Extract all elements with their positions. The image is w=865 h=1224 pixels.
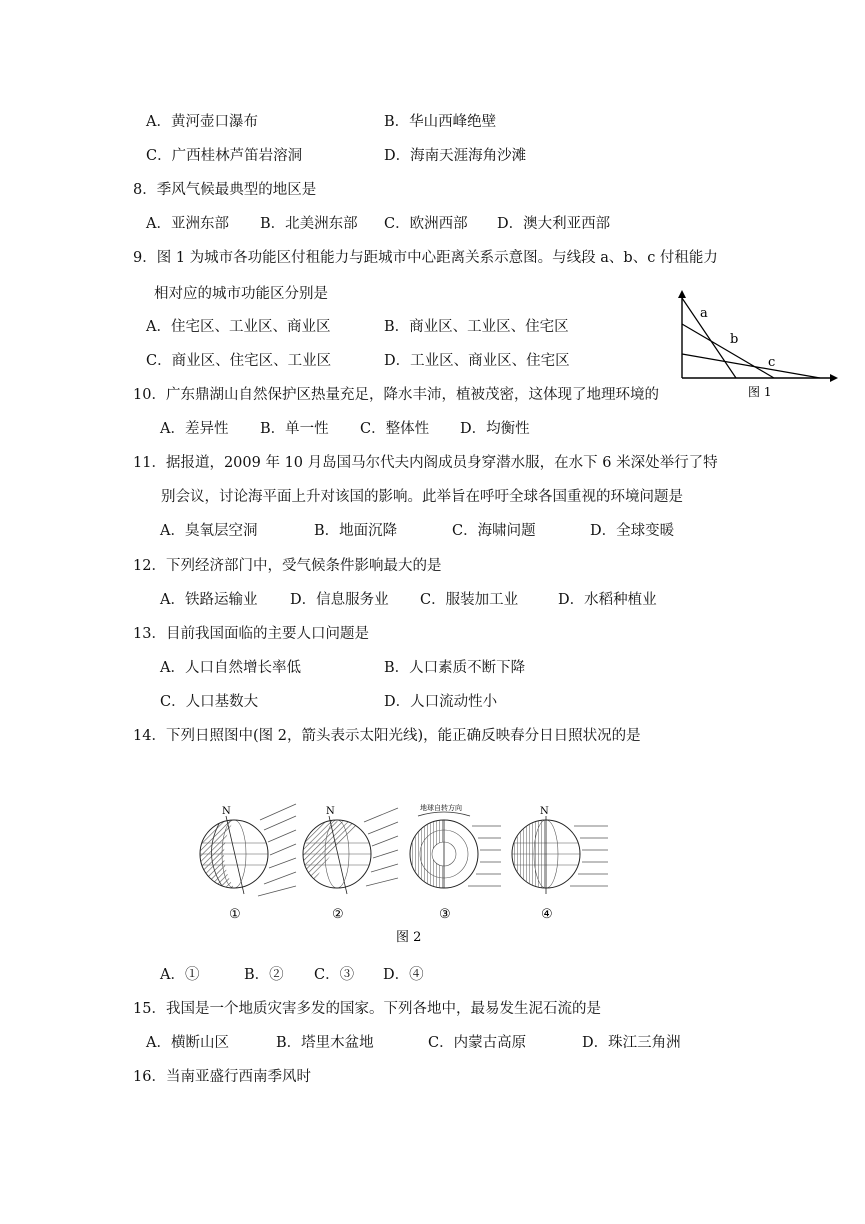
figure-2-caption: 图 2 bbox=[396, 930, 422, 945]
q9-option-c: C．商业区、住宅区、工业区 bbox=[146, 353, 332, 369]
globe-1-north-label: N bbox=[222, 806, 231, 817]
q7-option-d: D．海南天涯海角沙滩 bbox=[384, 148, 527, 164]
q14-stem: 14．下列日照图中(图 2，箭头表示太阳光线)，能正确反映春分日日照状况的是 bbox=[133, 728, 641, 744]
q9-stem-line2: 相对应的城市功能区分别是 bbox=[154, 286, 328, 302]
q14-option-a: A．① bbox=[160, 967, 200, 983]
q9-option-b: B．商业区、工业区、住宅区 bbox=[384, 319, 569, 335]
q11-option-a: A．臭氧层空洞 bbox=[160, 523, 258, 539]
q15-option-d: D．珠江三角洲 bbox=[582, 1035, 681, 1051]
q8-option-b: B．北美洲东部 bbox=[260, 216, 358, 232]
globe-2 bbox=[296, 820, 371, 888]
globe-2-sun-rays bbox=[364, 808, 398, 886]
figure-1-line-c bbox=[682, 354, 820, 378]
q10-stem: 10．广东鼎湖山自然保护区热量充足，降水丰沛，植被茂密，这体现了地理环境的 bbox=[133, 387, 659, 403]
q13-option-c: C．人口基数大 bbox=[160, 694, 259, 710]
globe-4-label: ④ bbox=[541, 907, 553, 922]
q9-option-a: A．住宅区、工业区、商业区 bbox=[146, 319, 331, 335]
q12-option-d: D．水稻种植业 bbox=[558, 592, 657, 608]
q16-stem: 16．当南亚盛行西南季风时 bbox=[133, 1069, 311, 1085]
figure-1-label-b: b bbox=[730, 332, 739, 347]
q15-option-a: A．横断山区 bbox=[146, 1035, 229, 1051]
figure-1-y-arrow bbox=[678, 290, 686, 298]
globe-3-sun-rays bbox=[468, 826, 501, 886]
globe-3-label: ③ bbox=[439, 907, 451, 922]
q11-stem-line1: 11．据报道，2009 年 10 月岛国马尔代夫内阁成员身穿潜水服，在水下 6 米深处举行了特 bbox=[133, 455, 718, 471]
globe-3-rotation-label: 地球自转方向 bbox=[420, 804, 462, 812]
globe-2-label: ② bbox=[332, 907, 344, 922]
q15-option-b: B．塔里木盆地 bbox=[276, 1035, 374, 1051]
q11-option-b: B．地面沉降 bbox=[314, 523, 398, 539]
q7-option-c: C．广西桂林芦笛岩溶洞 bbox=[146, 148, 303, 164]
q12-option-a: A．铁路运输业 bbox=[160, 592, 258, 608]
q14-option-b: B．② bbox=[244, 967, 284, 983]
q11-option-c: C．海啸问题 bbox=[452, 523, 536, 539]
q13-stem: 13．目前我国面临的主要人口问题是 bbox=[133, 626, 369, 642]
figure-1-x-arrow bbox=[830, 374, 838, 382]
q14-option-d: D．④ bbox=[383, 967, 424, 983]
q9-stem-line1: 9．图 1 为城市各功能区付租能力与距城市中心距离关系示意图。与线段 a、b、c 付租能力 bbox=[133, 250, 718, 266]
q13-option-a: A．人口自然增长率低 bbox=[160, 660, 301, 676]
q7-option-a: A．黄河壶口瀑布 bbox=[146, 114, 258, 130]
globe-3 bbox=[410, 820, 468, 888]
q8-option-d: D．澳大利亚西部 bbox=[497, 216, 611, 232]
q8-option-c: C．欧洲西部 bbox=[384, 216, 468, 232]
q12-option-c: C．服装加工业 bbox=[420, 592, 519, 608]
q8-option-a: A．亚洲东部 bbox=[146, 216, 229, 232]
figure-1-caption: 图 1 bbox=[748, 385, 772, 399]
q14-option-c: C．③ bbox=[314, 967, 355, 983]
q15-option-c: C．内蒙古高原 bbox=[428, 1035, 527, 1051]
figure-1-line-a bbox=[682, 298, 739, 378]
q12-stem: 12．下列经济部门中，受气候条件影响最大的是 bbox=[133, 558, 442, 574]
q8-stem: 8．季风气候最典型的地区是 bbox=[133, 182, 317, 198]
q15-stem: 15．我国是一个地质灾害多发的国家。下列各地中，最易发生泥石流的是 bbox=[133, 1001, 601, 1017]
q9-option-d: D．工业区、商业区、住宅区 bbox=[384, 353, 570, 369]
q11-option-d: D．全球变暖 bbox=[590, 523, 675, 539]
globe-1 bbox=[196, 820, 268, 888]
q13-option-b: B．人口素质不断下降 bbox=[384, 660, 526, 676]
figure-1-label-a: a bbox=[700, 306, 708, 321]
q10-option-c: C．整体性 bbox=[360, 421, 430, 437]
q11-stem-line2: 别会议，讨论海平面上升对该国的影响。此举旨在呼吁全球各国重视的环境问题是 bbox=[161, 489, 683, 505]
figure-2-globe-diagrams bbox=[196, 798, 616, 948]
q10-option-d: D．均衡性 bbox=[460, 421, 530, 437]
globe-4-north-label: N bbox=[540, 806, 549, 817]
globe-1-sun-rays bbox=[258, 804, 296, 896]
q10-option-b: B．单一性 bbox=[260, 421, 329, 437]
globe-2-north-label: N bbox=[326, 806, 335, 817]
q7-option-b: B．华山西峰绝壁 bbox=[384, 114, 497, 130]
figure-1-label-c: c bbox=[768, 355, 776, 370]
q12-option-b: D．信息服务业 bbox=[290, 592, 389, 608]
figure-1-rent-curve-diagram bbox=[670, 288, 842, 400]
q10-option-a: A．差异性 bbox=[160, 421, 229, 437]
figure-1-line-b bbox=[682, 324, 774, 378]
globe-1-label: ① bbox=[229, 907, 241, 922]
globe-4-sun-rays bbox=[570, 826, 608, 886]
q13-option-d: D．人口流动性小 bbox=[384, 694, 498, 710]
